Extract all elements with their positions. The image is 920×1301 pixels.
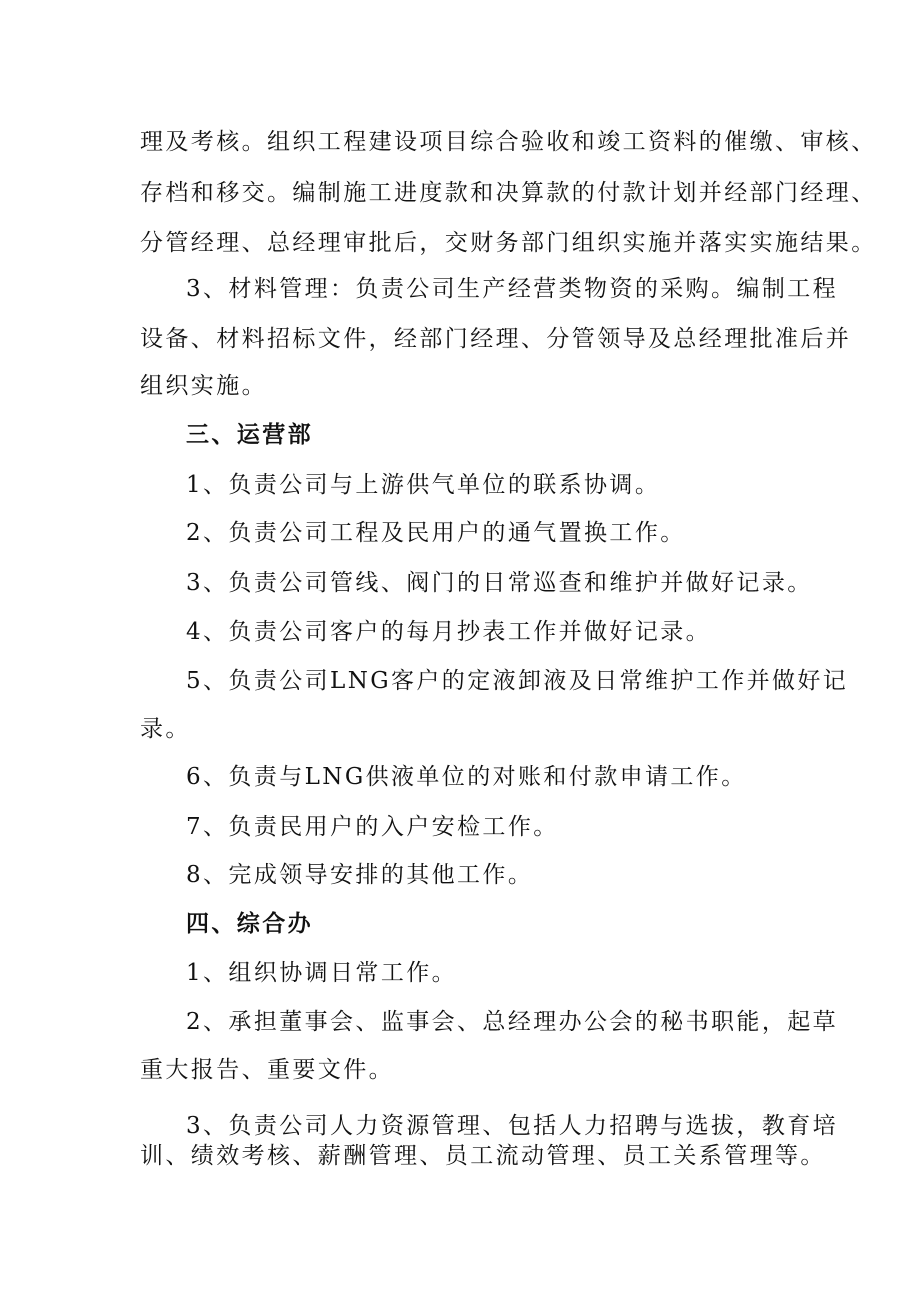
list-item: 2、承担董事会、监事会、总经理办公会的秘书职能，起草 — [186, 1009, 839, 1035]
paragraph-line: 理及考核。组织工程建设项目综合验收和竣工资料的催缴、审核、 — [140, 129, 877, 155]
section-heading: 四、综合办 — [186, 910, 313, 937]
list-item: 3、负责公司人力资源管理、包括人力招聘与选拔，教育培 — [186, 1113, 839, 1139]
list-item-continuation: 训、绩效考核、薪酬管理、员工流动管理、员工关系管理等。 — [140, 1143, 826, 1169]
list-item: 4、负责公司客户的每月抄表工作并做好记录。 — [186, 619, 712, 645]
list-item: 1、组织协调日常工作。 — [186, 960, 458, 986]
list-item: 7、负责民用户的入户安检工作。 — [186, 814, 559, 840]
list-item-continuation: 录。 — [140, 716, 191, 742]
list-item: 5、负责公司LNG客户的定液卸液及日常维护工作并做好记 — [186, 668, 849, 694]
list-item: 1、负责公司与上游供气单位的联系协调。 — [186, 472, 661, 498]
list-item-continuation: 重大报告、重要文件。 — [140, 1057, 394, 1083]
list-item: 6、负责与LNG供液单位的对账和付款申请工作。 — [186, 764, 747, 790]
paragraph-line: 分管经理、总经理审批后，交财务部门组织实施并落实实施结果。 — [140, 230, 877, 256]
list-item: 3、负责公司管线、阀门的日常巡查和维护并做好记录。 — [186, 570, 813, 596]
paragraph-line: 存档和移交。编制施工进度款和决算款的付款计划并经部门经理、 — [140, 180, 877, 206]
list-item: 8、完成领导安排的其他工作。 — [186, 862, 534, 888]
paragraph-line: 设备、材料招标文件，经部门经理、分管领导及总经理批准后并 — [140, 326, 852, 352]
section-heading: 三、运营部 — [186, 421, 313, 448]
list-item: 2、负责公司工程及民用户的通气置换工作。 — [186, 520, 686, 546]
paragraph-line: 组织实施。 — [140, 373, 267, 399]
paragraph-line: 3、材料管理：负责公司生产经营类物资的采购。编制工程 — [186, 276, 839, 302]
